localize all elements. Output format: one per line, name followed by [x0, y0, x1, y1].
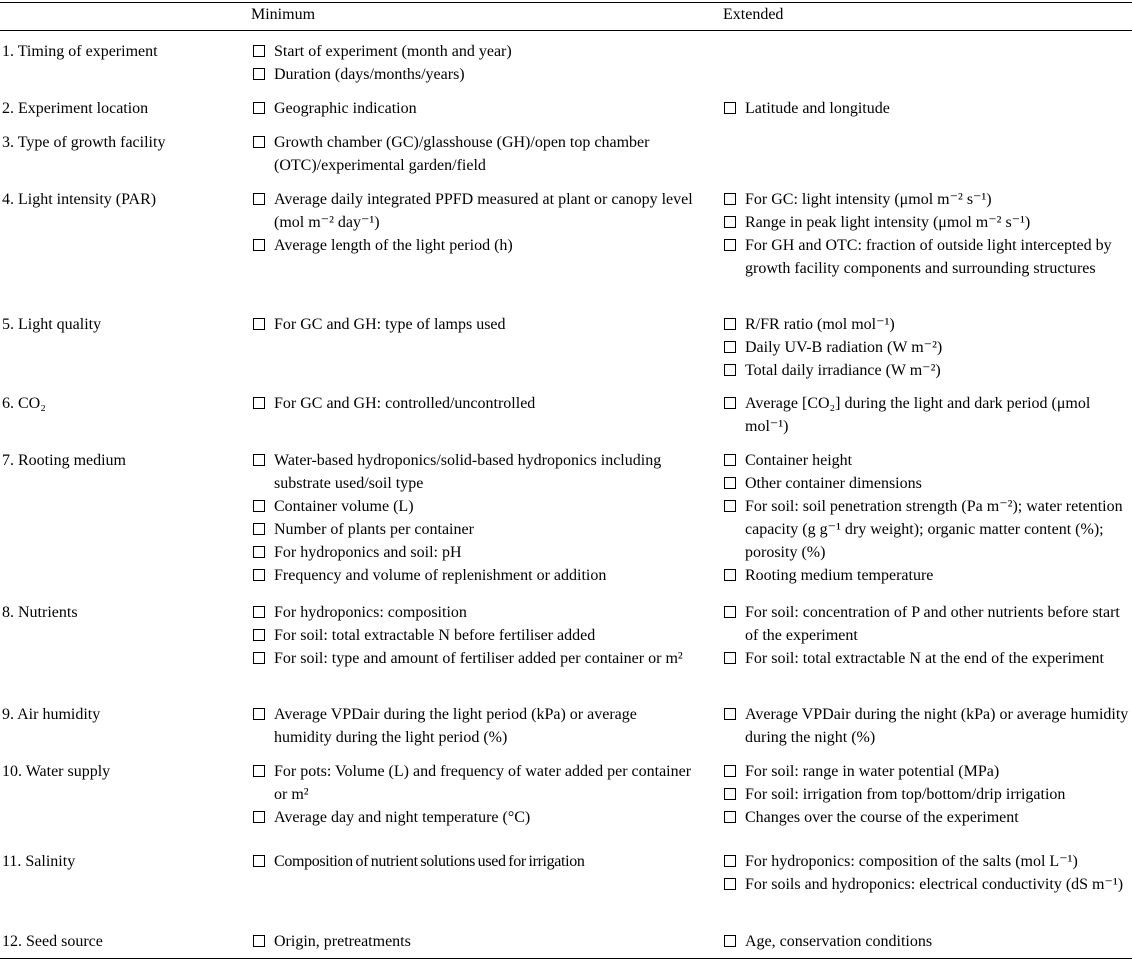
minimum-column: [253, 188, 693, 257]
minimum-column: [253, 313, 693, 336]
checklist-item: [253, 647, 693, 670]
minimum-column: [253, 601, 693, 670]
checkbox-icon: [724, 765, 736, 777]
checklist-item-text: For soil: type and amount of fertiliser added per container or m²: [274, 650, 683, 667]
header-extended: Extended: [723, 6, 784, 23]
checklist-item: [724, 873, 1132, 896]
checklist-item: [253, 495, 693, 518]
checklist-item: [724, 472, 1132, 495]
checklist-item-text: For hydroponics and soil: pH: [274, 544, 462, 561]
checklist-item-text: For soils and hydroponics: electrical conductivity (dS m⁻¹): [745, 876, 1124, 893]
checklist-item-text: Daily UV-B radiation (W m⁻²): [745, 339, 943, 356]
minimum-column: [253, 449, 693, 587]
checklist-item: [253, 188, 693, 234]
checklist-item-text: Growth chamber (GC)/glasshouse (GH)/open top chamber (OTC)/experimental garden/field: [274, 134, 650, 174]
checkbox-icon: [724, 318, 736, 330]
checklist-item: [253, 703, 693, 749]
checkbox-icon: [253, 68, 265, 80]
checklist-item: [724, 211, 1132, 234]
minimum-column: [253, 930, 693, 953]
checklist-item: [253, 518, 693, 541]
minimum-column: [253, 131, 693, 177]
checkbox-icon: [724, 239, 736, 251]
checklist-item: [724, 495, 1132, 564]
checklist-item: [253, 131, 693, 177]
row-label: 8. Nutrients: [2, 604, 78, 621]
row-label: 2. Experiment location: [2, 100, 149, 117]
checklist-item: [724, 449, 1132, 472]
checklist-item-text: Container volume (L): [274, 498, 414, 515]
checklist-item: [253, 449, 693, 495]
checklist-item-text: For GC and GH: type of lamps used: [274, 316, 506, 333]
minimum-column: [253, 392, 693, 415]
checkbox-icon: [724, 193, 736, 205]
checklist-item: [724, 97, 1132, 120]
checklist-item-text: For GC: light intensity (μmol m⁻² s⁻¹): [745, 191, 992, 208]
checkbox-icon: [724, 811, 736, 823]
checkbox-icon: [253, 765, 265, 777]
checklist-item: [253, 97, 693, 120]
checkbox-icon: [253, 523, 265, 535]
checkbox-icon: [253, 708, 265, 720]
top-rule: [0, 2, 1132, 3]
checklist-item-text: Average VPDair during the night (kPa) or average humidity during the night (%): [745, 706, 1129, 746]
checkbox-icon: [724, 708, 736, 720]
checkbox-icon: [253, 935, 265, 947]
extended-column: [724, 601, 1132, 670]
row-label: 3. Type of growth facility: [2, 134, 166, 151]
checklist-item-text: Water-based hydroponics/solid-based hydroponics including substrate used/soil type: [274, 452, 662, 492]
checkbox-icon: [724, 935, 736, 947]
checkbox-icon: [724, 878, 736, 890]
checklist-item: [724, 564, 1132, 587]
checklist-item: [724, 313, 1132, 336]
extended-column: [724, 392, 1132, 438]
checklist-item-text: Latitude and longitude: [745, 100, 890, 117]
checkbox-icon: [253, 454, 265, 466]
checklist-item-text: For soil: total extractable N before fertiliser added: [274, 627, 596, 644]
checklist-item: [253, 63, 693, 86]
checkbox-icon: [253, 569, 265, 581]
row-label: 6. CO₂: [2, 395, 46, 412]
row-label: 12. Seed source: [2, 933, 103, 950]
checklist-item: [724, 930, 1132, 953]
checklist-item-text: R/FR ratio (mol mol⁻¹): [745, 316, 895, 333]
checkbox-icon: [724, 102, 736, 114]
checklist-item: [253, 624, 693, 647]
checklist-item-text: Start of experiment (month and year): [274, 43, 512, 60]
checklist-item-text: Rooting medium temperature: [745, 567, 934, 584]
checklist-item: [253, 930, 693, 953]
checklist-item-text: Average day and night temperature (°C): [274, 809, 531, 826]
checklist-item: [724, 647, 1132, 670]
checklist-item-text: For GH and OTC: fraction of outside light intercepted by growth facility components and surrounding structures: [745, 237, 1112, 277]
checkbox-icon: [724, 500, 736, 512]
checkbox-icon: [253, 811, 265, 823]
checklist-item-text: Changes over the course of the experiment: [745, 809, 1019, 826]
checklist-item-text: Geographic indication: [274, 100, 417, 117]
minimum-column: [253, 760, 693, 829]
checklist-item: [724, 850, 1132, 873]
checkbox-icon: [253, 239, 265, 251]
checklist-item-text: Other container dimensions: [745, 475, 922, 492]
checklist-item: [724, 188, 1132, 211]
checklist-item: [724, 234, 1132, 280]
checkbox-icon: [724, 606, 736, 618]
checklist-item: [253, 760, 693, 806]
checkbox-icon: [724, 569, 736, 581]
checkbox-icon: [724, 397, 736, 409]
checkbox-icon: [724, 788, 736, 800]
checkbox-icon: [253, 855, 265, 867]
checklist-item-text: Origin, pretreatments: [274, 933, 411, 950]
minimum-column: [253, 97, 693, 120]
checkbox-icon: [253, 546, 265, 558]
row-label: 11. Salinity: [2, 853, 76, 870]
checklist-item: [724, 703, 1132, 749]
checklist-item: [253, 850, 693, 873]
checkbox-icon: [724, 341, 736, 353]
extended-column: [724, 449, 1132, 587]
extended-column: [724, 760, 1132, 829]
checklist-item: [253, 601, 693, 624]
checkbox-icon: [253, 606, 265, 618]
row-label: 7. Rooting medium: [2, 452, 126, 469]
checklist-item: [724, 392, 1132, 438]
checklist-item-text: For soil: irrigation from top/bottom/drip irrigation: [745, 786, 1066, 803]
checklist-item-text: For soil: soil penetration strength (Pa m⁻²); water retention capacity (g g⁻¹ dry weight); organic matter content (%); porosity (%): [745, 498, 1123, 561]
header-rule: [0, 30, 1132, 31]
checklist-item-text: Number of plants per container: [274, 521, 474, 538]
checklist-item-text: Average daily integrated PPFD measured at plant or canopy level (mol m⁻² day⁻¹): [274, 191, 693, 231]
checklist-item-text: Composition of nutrient solutions used for irrigation: [274, 853, 585, 870]
checklist-item-text: For pots: Volume (L) and frequency of water added per container or m²: [274, 763, 692, 803]
checklist-item: [253, 564, 693, 587]
checkbox-icon: [253, 318, 265, 330]
bottom-rule: [0, 958, 1132, 959]
checklist-item-text: Average [CO₂] during the light and dark period (μmol mol⁻¹): [745, 395, 1091, 435]
checklist-item-text: For GC and GH: controlled/uncontrolled: [274, 395, 536, 412]
row-label: 5. Light quality: [2, 316, 102, 333]
extended-column: [724, 313, 1132, 382]
checkbox-icon: [253, 45, 265, 57]
checkbox-icon: [253, 193, 265, 205]
checklist-item-text: Duration (days/months/years): [274, 66, 465, 83]
checkbox-icon: [724, 477, 736, 489]
checkbox-icon: [253, 629, 265, 641]
checklist-item: [253, 234, 693, 257]
row-label: 9. Air humidity: [2, 706, 101, 723]
extended-column: [724, 188, 1132, 280]
extended-column: [724, 850, 1132, 896]
checkbox-icon: [253, 136, 265, 148]
checklist-item: [253, 313, 693, 336]
checklist-item-text: Average length of the light period (h): [274, 237, 513, 254]
minimum-column: [253, 40, 693, 86]
checklist-item: [253, 806, 693, 829]
checklist-item-text: For soil: concentration of P and other nutrients before start of the experiment: [745, 604, 1120, 644]
checklist-item-text: Frequency and volume of replenishment or addition: [274, 567, 607, 584]
row-label: 4. Light intensity (PAR): [2, 191, 157, 208]
minimum-column: [253, 703, 693, 749]
checklist-item: [253, 392, 693, 415]
checklist-item-text: For soil: range in water potential (MPa): [745, 763, 1000, 780]
checklist-item-text: For soil: total extractable N at the end of the experiment: [745, 650, 1104, 667]
checkbox-icon: [724, 216, 736, 228]
checklist-item: [253, 541, 693, 564]
checklist-item: [724, 806, 1132, 829]
checklist-item: [724, 359, 1132, 382]
checklist-item: [724, 783, 1132, 806]
row-label: 10. Water supply: [2, 763, 111, 780]
extended-column: [724, 703, 1132, 749]
checkbox-icon: [724, 364, 736, 376]
checkbox-icon: [724, 454, 736, 466]
minimum-column: [253, 850, 693, 873]
header-minimum: Minimum: [251, 6, 316, 23]
checklist-item-text: Range in peak light intensity (μmol m⁻² s⁻¹): [745, 214, 1031, 231]
checklist-item-text: For hydroponics: composition: [274, 604, 467, 621]
checkbox-icon: [253, 102, 265, 114]
checklist-item-text: Total daily irradiance (W m⁻²): [745, 362, 941, 379]
checklist-item-text: Age, conservation conditions: [745, 933, 933, 950]
checklist-item: [724, 336, 1132, 359]
extended-column: [724, 97, 1132, 120]
checklist-item: [724, 760, 1132, 783]
checklist-item: [724, 601, 1132, 647]
row-label: 1. Timing of experiment: [2, 43, 158, 60]
checkbox-icon: [253, 652, 265, 664]
checklist-item-text: For hydroponics: composition of the salts (mol L⁻¹): [745, 853, 1078, 870]
checkbox-icon: [253, 500, 265, 512]
extended-column: [724, 930, 1132, 953]
checklist-item-text: Average VPDair during the light period (kPa) or average humidity during the light period (%): [274, 706, 637, 746]
checkbox-icon: [724, 855, 736, 867]
checklist-item-text: Container height: [745, 452, 853, 469]
checklist-item: [253, 40, 693, 63]
checkbox-icon: [724, 652, 736, 664]
checkbox-icon: [253, 397, 265, 409]
